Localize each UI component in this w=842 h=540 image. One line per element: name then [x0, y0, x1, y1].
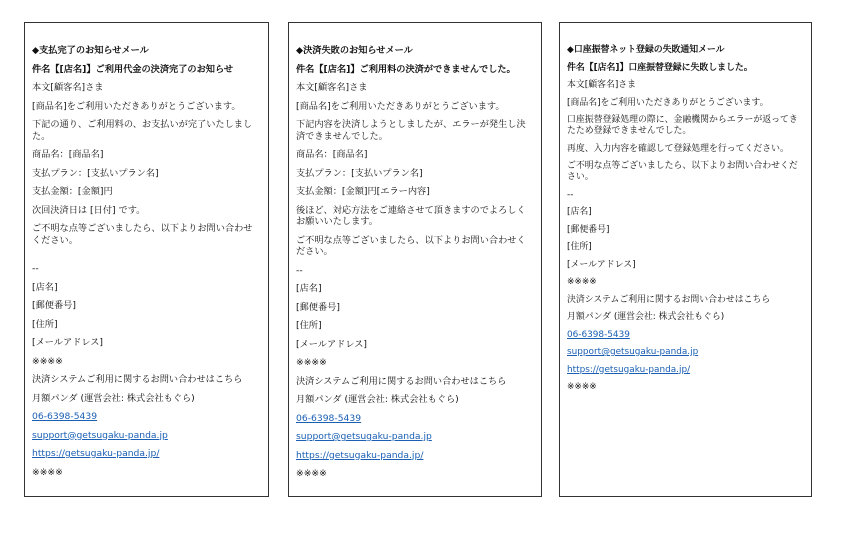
- contact-intro: ご不明な点等ございましたら、以下よりお問い合わせください。: [567, 161, 798, 182]
- email-subject: 件名【[店名]】口座振替登録に失敗しました。: [567, 62, 753, 73]
- next-payment-line: 次回決済日は [日付] です。: [32, 204, 146, 216]
- email-thanks: [商品名]をご利用いただきありがとうございます。: [32, 100, 241, 112]
- amount-line: 支払金額：[金額]円[エラー内容]: [296, 186, 430, 197]
- email-thanks: [商品名]をご利用いただきありがとうございます。: [567, 97, 769, 108]
- service-name: 月額パンダ (運営会社: 株式会社もぐら): [567, 312, 725, 322]
- product-line: 商品名：[商品名]: [32, 149, 104, 160]
- divider-marks: ※※※※: [296, 468, 327, 479]
- email-template-payment-complete: [24, 22, 269, 497]
- product-line: 商品名：[商品名]: [296, 149, 368, 160]
- email-message: 下記の通り、ご利用料の、お支払いが完了いたしました。: [32, 119, 253, 142]
- phone-link[interactable]: 06-6398-5439: [32, 411, 98, 422]
- divider-marks: ※※※※: [32, 355, 63, 367]
- email-thanks: [商品名]をご利用いただきありがとうございます。: [296, 100, 505, 112]
- phone-link[interactable]: 06-6398-5439: [567, 329, 630, 340]
- template-heading: ◆決済失敗のお知らせメール: [296, 45, 413, 56]
- contact-intro: ご不明な点等ございましたら、以下よりお問い合わせください。: [296, 234, 526, 257]
- website-link[interactable]: https://getsugaku-panda.jp/: [296, 449, 424, 461]
- email-greeting: 本文[顧客名]さま: [296, 82, 368, 93]
- email-message: 下記内容を決済しようとしましたが、エラーが発生し決済できませんでした。: [296, 119, 526, 142]
- blank-line: [32, 253, 261, 263]
- postal-code: [郵便番号]: [296, 301, 340, 313]
- email-message: 口座振替登録処理の際に、金融機関からエラーが返ってきたため登録できませんでした。: [567, 115, 798, 136]
- shop-address: [住所]: [296, 320, 322, 331]
- shop-email: [メールアドレス]: [32, 337, 104, 348]
- shop-name: [店名]: [296, 283, 322, 294]
- postal-code: [郵便番号]: [567, 224, 610, 235]
- shop-email: [メールアドレス]: [567, 259, 636, 270]
- support-email-link[interactable]: support@getsugaku-panda.jp: [567, 347, 699, 357]
- signature-separator: --: [296, 264, 303, 276]
- email-subject: 件名【[店名]】ご利用代金の決済完了のお知らせ: [32, 63, 234, 75]
- retry-line: 再度、入力内容を確認して登録処理を行ってください。: [567, 143, 789, 154]
- postal-code: [郵便番号]: [32, 300, 76, 311]
- support-email-link[interactable]: support@getsugaku-panda.jp: [32, 429, 168, 441]
- template-heading: ◆支払完了のお知らせメール: [32, 45, 149, 56]
- phone-link[interactable]: 06-6398-5439: [296, 412, 362, 424]
- amount-line: 支払金額：[金額]円: [32, 186, 113, 197]
- inquiry-text: 決済システムご利用に関するお問い合わせはこちら: [296, 375, 507, 387]
- inquiry-text: 決済システムご利用に関するお問い合わせはこちら: [567, 294, 771, 305]
- email-subject: 件名【[店名]】ご利用料の決済ができませんでした。: [296, 63, 516, 75]
- signature-separator: --: [32, 263, 39, 274]
- divider-marks: ※※※※: [296, 357, 327, 368]
- contact-intro: ご不明な点等ございましたら、以下よりお問い合わせください。: [32, 223, 253, 246]
- website-link[interactable]: https://getsugaku-panda.jp/: [32, 448, 160, 459]
- divider-marks: ※※※※: [32, 466, 63, 478]
- template-heading: ◆口座振替ネット登録の失敗通知メール: [567, 45, 725, 55]
- shop-address: [住所]: [32, 318, 58, 330]
- email-template-direct-debit-failed: [559, 22, 812, 497]
- website-link[interactable]: https://getsugaku-panda.jp/: [567, 364, 691, 375]
- email-greeting: 本文[顧客名]さま: [32, 82, 104, 93]
- email-template-payment-failed: [288, 22, 542, 497]
- service-name: 月額パンダ (運営会社: 株式会社もぐら): [32, 392, 195, 404]
- shop-name: [店名]: [32, 281, 58, 293]
- service-name: 月額パンダ (運営会社: 株式会社もぐら): [296, 394, 459, 405]
- email-greeting: 本文[顧客名]さま: [567, 80, 637, 90]
- plan-line: 支払プラン：[支払いプラン名]: [296, 167, 423, 179]
- shop-name: [店名]: [567, 207, 592, 217]
- signature-separator: --: [567, 189, 574, 200]
- divider-marks: ※※※※: [567, 382, 597, 392]
- divider-marks: ※※※※: [567, 277, 597, 287]
- support-email-link[interactable]: support@getsugaku-panda.jp: [296, 431, 432, 442]
- shop-address: [住所]: [567, 242, 592, 252]
- inquiry-text: 決済システムご利用に関するお問い合わせはこちら: [32, 374, 243, 385]
- plan-line: 支払プラン：[支払いプラン名]: [32, 167, 159, 179]
- shop-email: [メールアドレス]: [296, 338, 368, 350]
- followup-line: 後ほど、対応方法をご連絡させて頂きますのでよろしくお願いいたします。: [296, 204, 526, 227]
